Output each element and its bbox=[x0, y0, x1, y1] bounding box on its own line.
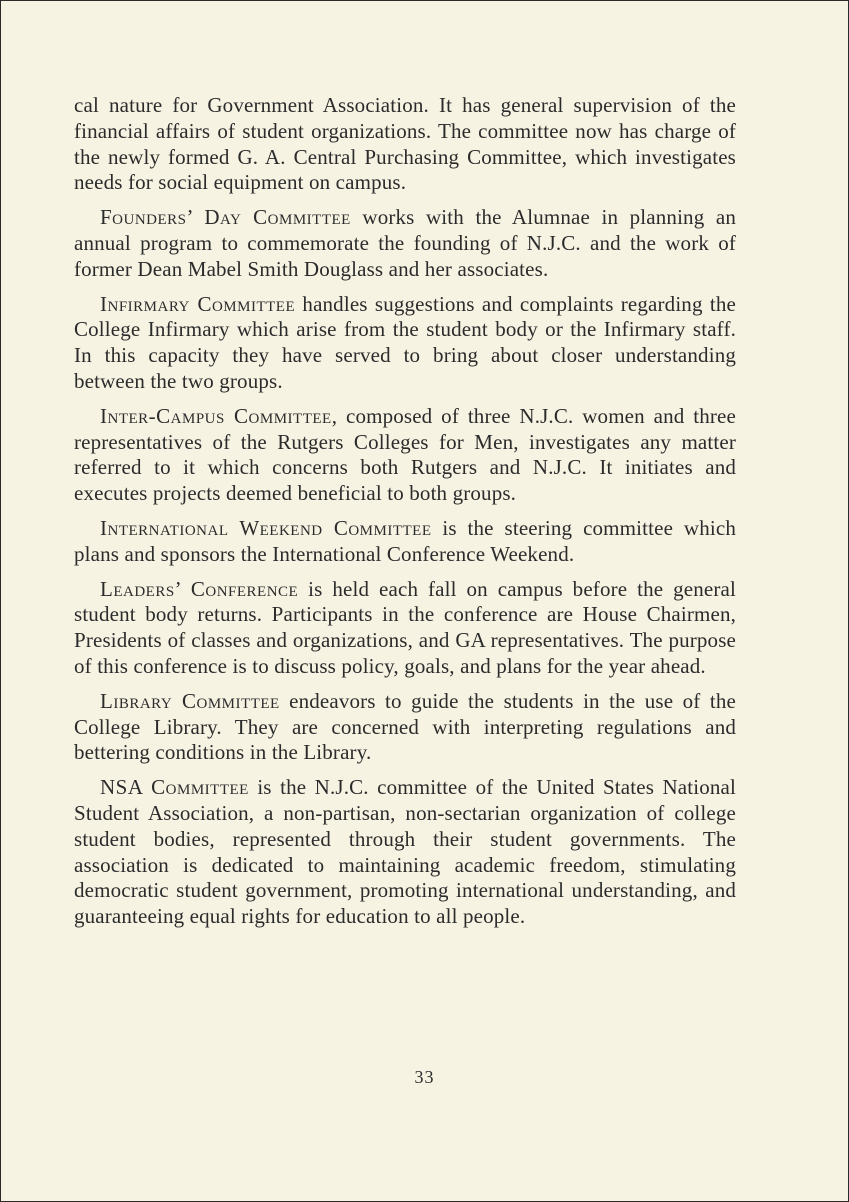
paragraph-heading: Infirmary Committee bbox=[100, 291, 296, 316]
paragraph-text: endeavors to guide the students in the use of the College Library. They are concerned with interpreting regulations and bettering conditions in the Library. bbox=[74, 688, 736, 765]
paragraph-heading: NSA Committee bbox=[100, 775, 249, 800]
paragraph-text: is the N.J.C. committee of the United States National Student Association, a non-partisan, non-sectarian organization of college student bodies, represented through their student governments. The association is dedicated to maintaining academic freedom, stimulating democratic student government, promoting international understanding, and guaranteeing equal rights for education to all people. bbox=[74, 775, 736, 929]
paragraph-leaders-conference bbox=[74, 577, 736, 680]
paragraph-heading: Founders’ Day Committee bbox=[100, 205, 351, 230]
paragraph-text: is the steering committee which plans and sponsors the International Conference Weekend. bbox=[74, 515, 736, 566]
paragraph-heading: Leaders’ Conference bbox=[100, 576, 299, 601]
paragraph-text: , composed of three N.J.C. women and three representatives of the Rutgers Colleges for Men, investigates any matter referred to it which concerns both Rutgers and N.J.C. It initiates and executes projects deemed beneficial to both groups. bbox=[74, 403, 736, 506]
paragraph-founders-day-committee bbox=[74, 205, 736, 282]
paragraph-text: cal nature for Government Association. It has general supervision of the financial affairs of student organizations. The committee now has charge of the newly formed G. A. Central Purchasing Committee, which investigates needs for social equipment on campus. bbox=[74, 93, 736, 195]
paragraph-heading: Library Committee bbox=[100, 688, 280, 713]
paragraph-text: is held each fall on campus before the general student body returns. Participants in the conference are House Chairmen, Presidents of classes and organizations, and GA representatives. The purpose of this conference is to discuss policy, goals, and plans for the year ahead. bbox=[74, 576, 736, 678]
paragraph-heading: Inter-Campus Committee bbox=[100, 403, 332, 428]
page-number: 33 bbox=[414, 1067, 435, 1087]
paragraph-text: works with the Alumnae in planning an annual program to commemorate the founding of N.J.C. and the work of former Dean Mabel Smith Douglass and her associates. bbox=[74, 205, 737, 281]
paragraph-infirmary-committee bbox=[74, 292, 736, 395]
paragraph-international-weekend-committee bbox=[74, 516, 736, 568]
paragraph-nsa-committee bbox=[74, 775, 736, 930]
paragraph-text: handles suggestions and complaints regarding the College Infirmary which arise from the student body or the Infirmary staff. In this capacity they have served to bring about closer understanding between the two groups. bbox=[74, 291, 736, 393]
paragraph-inter-campus-committee bbox=[74, 404, 736, 507]
body-text bbox=[74, 93, 736, 939]
paragraph-heading: International Weekend Committee bbox=[100, 515, 432, 540]
paragraph-library-committee bbox=[74, 689, 736, 766]
paragraph-continuation bbox=[74, 93, 736, 196]
